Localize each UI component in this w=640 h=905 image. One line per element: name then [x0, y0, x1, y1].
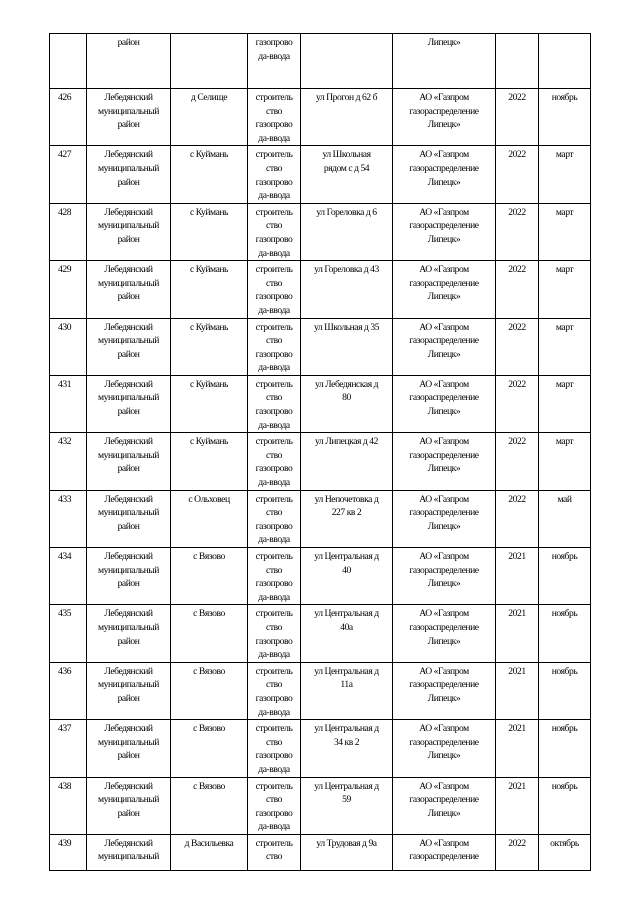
month-cell: ноябрь [539, 605, 591, 662]
address-cell: ул Школьная д 35 [301, 318, 393, 375]
month-cell [539, 34, 591, 89]
row-number-cell: 432 [50, 433, 87, 490]
table-row [50, 261, 591, 318]
month-cell: ноябрь [539, 720, 591, 777]
organization-cell: АО «Газпром газораспределение [393, 834, 496, 870]
organization-cell: АО «Газпром газораспределение Липецк» [393, 318, 496, 375]
organization-cell: АО «Газпром газораспределение Липецк» [393, 261, 496, 318]
work-type-cell: строитель ство газопрово да-ввода [248, 720, 301, 777]
work-type-cell: строитель ство газопрово да-ввода [248, 375, 301, 432]
table-row [50, 89, 591, 146]
year-cell: 2022 [496, 89, 539, 146]
month-cell: ноябрь [539, 777, 591, 834]
year-cell: 2021 [496, 777, 539, 834]
table-body [50, 34, 591, 871]
organization-cell: АО «Газпром газораспределение Липецк» [393, 720, 496, 777]
table-row [50, 146, 591, 203]
work-type-cell: газопрово да-ввода [248, 34, 301, 89]
work-type-cell: строитель ство газопрово да-ввода [248, 662, 301, 719]
row-number-cell: 429 [50, 261, 87, 318]
year-cell: 2021 [496, 548, 539, 605]
year-cell: 2022 [496, 375, 539, 432]
settlement-cell: с Вязово [171, 720, 248, 777]
work-type-cell: строитель ство [248, 834, 301, 870]
year-cell [496, 34, 539, 89]
settlement-cell: с Куймань [171, 375, 248, 432]
organization-cell: АО «Газпром газораспределение Липецк» [393, 605, 496, 662]
table-row [50, 203, 591, 260]
row-number-cell: 438 [50, 777, 87, 834]
settlement-cell: д Селище [171, 89, 248, 146]
address-cell: ул Центральная д 34 кв 2 [301, 720, 393, 777]
settlement-cell: с Куймань [171, 203, 248, 260]
row-number-cell: 433 [50, 490, 87, 547]
gas-connection-table [49, 33, 591, 871]
district-cell: Лебедянский муниципальный район [87, 375, 171, 432]
address-cell: ул Трудовая д 9а [301, 834, 393, 870]
month-cell: ноябрь [539, 548, 591, 605]
row-number-cell: 426 [50, 89, 87, 146]
year-cell: 2022 [496, 318, 539, 375]
month-cell: март [539, 146, 591, 203]
settlement-cell: с Вязово [171, 605, 248, 662]
address-cell: ул Гореловка д 6 [301, 203, 393, 260]
row-number-cell: 434 [50, 548, 87, 605]
organization-cell: АО «Газпром газораспределение Липецк» [393, 146, 496, 203]
work-type-cell: строитель ство газопрово да-ввода [248, 203, 301, 260]
settlement-cell: с Куймань [171, 433, 248, 490]
district-cell: Лебедянский муниципальный район [87, 89, 171, 146]
organization-cell: АО «Газпром газораспределение Липецк» [393, 490, 496, 547]
work-type-cell: строитель ство газопрово да-ввода [248, 89, 301, 146]
address-cell: ул Липецкая д 42 [301, 433, 393, 490]
settlement-cell [171, 34, 248, 89]
table-row [50, 318, 591, 375]
district-cell: Лебедянский муниципальный район [87, 203, 171, 260]
address-cell: ул Центральная д 40 [301, 548, 393, 605]
organization-cell: АО «Газпром газораспределение Липецк» [393, 662, 496, 719]
month-cell: март [539, 261, 591, 318]
organization-cell: Липецк» [393, 34, 496, 89]
row-number-cell: 428 [50, 203, 87, 260]
work-type-cell: строитель ство газопрово да-ввода [248, 146, 301, 203]
settlement-cell: с Вязово [171, 662, 248, 719]
table-row [50, 375, 591, 432]
settlement-cell: с Куймань [171, 318, 248, 375]
row-number-cell: 427 [50, 146, 87, 203]
month-cell: май [539, 490, 591, 547]
year-cell: 2022 [496, 146, 539, 203]
address-cell: ул Лебедянская д 80 [301, 375, 393, 432]
district-cell: Лебедянский муниципальный район [87, 605, 171, 662]
address-cell: ул Школьная рядом с д 54 [301, 146, 393, 203]
district-cell: Лебедянский муниципальный район [87, 548, 171, 605]
address-cell [301, 34, 393, 89]
address-cell: ул Центральная д 40а [301, 605, 393, 662]
work-type-cell: строитель ство газопрово да-ввода [248, 490, 301, 547]
document-page [49, 33, 591, 871]
work-type-cell: строитель ство газопрово да-ввода [248, 261, 301, 318]
row-number-cell: 439 [50, 834, 87, 870]
year-cell: 2021 [496, 720, 539, 777]
work-type-cell: строитель ство газопрово да-ввода [248, 433, 301, 490]
address-cell: ул Непочетовка д 227 кв 2 [301, 490, 393, 547]
district-cell: район [87, 34, 171, 89]
settlement-cell: с Вязово [171, 777, 248, 834]
year-cell: 2022 [496, 834, 539, 870]
settlement-cell: с Вязово [171, 548, 248, 605]
month-cell: март [539, 433, 591, 490]
settlement-cell: д Васильевка [171, 834, 248, 870]
organization-cell: АО «Газпром газораспределение Липецк» [393, 433, 496, 490]
organization-cell: АО «Газпром газораспределение Липецк» [393, 548, 496, 605]
district-cell: Лебедянский муниципальный район [87, 490, 171, 547]
work-type-cell: строитель ство газопрово да-ввода [248, 777, 301, 834]
district-cell: Лебедянский муниципальный район [87, 261, 171, 318]
district-cell: Лебедянский муниципальный район [87, 146, 171, 203]
organization-cell: АО «Газпром газораспределение Липецк» [393, 375, 496, 432]
year-cell: 2022 [496, 203, 539, 260]
district-cell: Лебедянский муниципальный район [87, 720, 171, 777]
row-number-cell: 437 [50, 720, 87, 777]
address-cell: ул Гореловка д 43 [301, 261, 393, 318]
row-number-cell: 431 [50, 375, 87, 432]
year-cell: 2021 [496, 605, 539, 662]
work-type-cell: строитель ство газопрово да-ввода [248, 605, 301, 662]
settlement-cell: с Куймань [171, 146, 248, 203]
table-row [50, 605, 591, 662]
row-number-cell: 435 [50, 605, 87, 662]
row-number-cell: 436 [50, 662, 87, 719]
table-row [50, 777, 591, 834]
settlement-cell: с Куймань [171, 261, 248, 318]
work-type-cell: строитель ство газопрово да-ввода [248, 318, 301, 375]
year-cell: 2021 [496, 662, 539, 719]
table-row [50, 34, 591, 89]
table-row [50, 720, 591, 777]
table-row [50, 490, 591, 547]
month-cell: октябрь [539, 834, 591, 870]
year-cell: 2022 [496, 433, 539, 490]
address-cell: ул Центральная д 59 [301, 777, 393, 834]
address-cell: ул Центральная д 11а [301, 662, 393, 719]
table-row [50, 834, 591, 870]
organization-cell: АО «Газпром газораспределение Липецк» [393, 89, 496, 146]
table-row [50, 548, 591, 605]
row-number-cell: 430 [50, 318, 87, 375]
month-cell: ноябрь [539, 89, 591, 146]
district-cell: Лебедянский муниципальный район [87, 318, 171, 375]
year-cell: 2022 [496, 261, 539, 318]
year-cell: 2022 [496, 490, 539, 547]
table-row [50, 433, 591, 490]
month-cell: март [539, 318, 591, 375]
month-cell: ноябрь [539, 662, 591, 719]
district-cell: Лебедянский муниципальный район [87, 777, 171, 834]
work-type-cell: строитель ство газопрово да-ввода [248, 548, 301, 605]
address-cell: ул Прогон д 62 б [301, 89, 393, 146]
row-number-cell [50, 34, 87, 89]
month-cell: март [539, 375, 591, 432]
district-cell: Лебедянский муниципальный [87, 834, 171, 870]
district-cell: Лебедянский муниципальный район [87, 662, 171, 719]
district-cell: Лебедянский муниципальный район [87, 433, 171, 490]
organization-cell: АО «Газпром газораспределение Липецк» [393, 777, 496, 834]
settlement-cell: с Ольховец [171, 490, 248, 547]
month-cell: март [539, 203, 591, 260]
table-row [50, 662, 591, 719]
organization-cell: АО «Газпром газораспределение Липецк» [393, 203, 496, 260]
